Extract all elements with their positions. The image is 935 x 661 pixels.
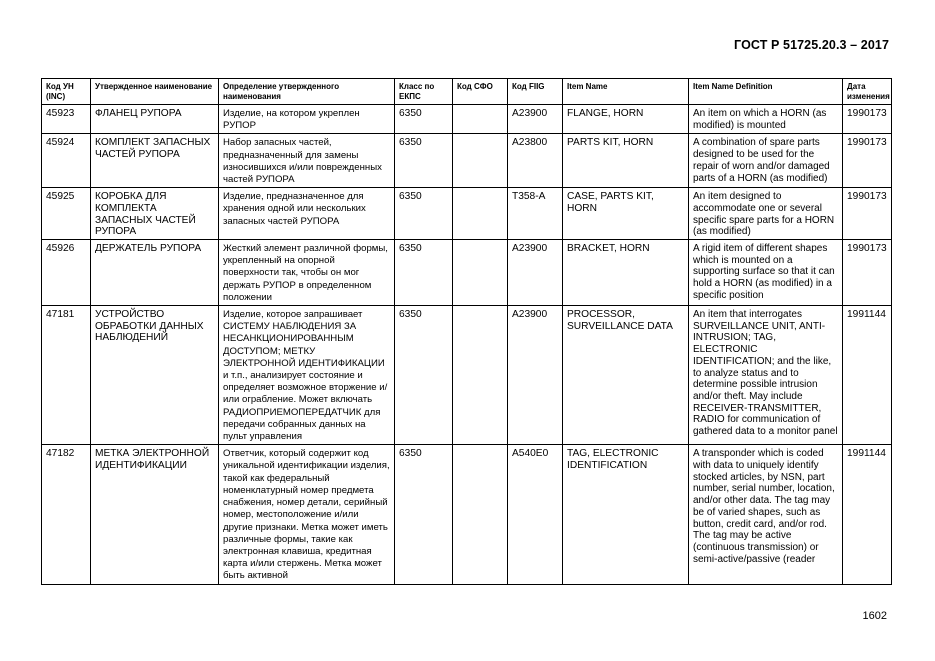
cell-date: 1991144 [843,306,892,445]
cell-definition-en: An item on which a HORN (as modified) is mounted [689,105,843,134]
cell-definition-en: An item that interrogates SURVEILLANCE UNIT, ANTI-INTRUSION; TAG, ELECTRONIC IDENTIFICATION; and the like, to analyze status and to determine possible intrusion and/or theft. May include RECEIVER-TRANSMITTER, RADIO for communication of gathered data to a monitor panel [689,306,843,445]
table-row [42,188,892,240]
col-header-ekps: Класс по ЕКПС [395,79,453,105]
cell-ekps: 6350 [395,240,453,306]
spec-table [41,78,892,585]
cell-definition-en: A combination of spare parts designed to be used for the repair of worn and/or damaged parts of a HORN (as modified) [689,134,843,188]
table-row [42,134,892,188]
cell-code: 45924 [42,134,91,188]
cell-sfo [453,105,508,134]
cell-definition-ru: Изделие, которое запрашивает СИСТЕМУ НАБЛЮДЕНИЯ ЗА НЕСАНКЦИОНИРОВАННЫМ ДОСТУПОМ; МЕТКУ ЭЛЕКТРОННОЙ ИДЕНТИФИКАЦИИ и т.п., анализирует состояние и определяет возможное вторжение и/или ограбление. Может включать РАДИОПРИЕМОПЕРЕДАТЧИК для передачи собранных данных на пульт управления [219,306,395,445]
cell-definition-en: A rigid item of different shapes which is mounted on a supporting surface so that it can hold a HORN (as modified) in a specific position [689,240,843,306]
cell-name-ru: УСТРОЙСТВО ОБРАБОТКИ ДАННЫХ НАБЛЮДЕНИЙ [91,306,219,445]
table-row [42,445,892,584]
col-header-code: Код УН (INC) [42,79,91,105]
cell-fiig: A23900 [508,240,563,306]
cell-fiig: A23800 [508,134,563,188]
cell-ekps: 6350 [395,105,453,134]
col-header-definition-ru: Определение утвержденного наименования [219,79,395,105]
cell-date: 1990173 [843,134,892,188]
cell-ekps: 6350 [395,188,453,240]
cell-date: 1991144 [843,445,892,584]
table-row [42,306,892,445]
table-row [42,240,892,306]
cell-item-name: FLANGE, HORN [563,105,689,134]
cell-date: 1990173 [843,188,892,240]
col-header-date: Дата изменения [843,79,892,105]
cell-code: 45926 [42,240,91,306]
cell-definition-ru: Набор запасных частей, предназначенный для замены износившихся и/или поврежденных частей РУПОРА [219,134,395,188]
page-number: 1602 [862,610,887,622]
cell-sfo [453,240,508,306]
cell-name-ru: ДЕРЖАТЕЛЬ РУПОРА [91,240,219,306]
cell-code: 47181 [42,306,91,445]
cell-fiig: T358-A [508,188,563,240]
cell-sfo [453,188,508,240]
cell-sfo [453,134,508,188]
page-header-standard: ГОСТ Р 51725.20.3 – 2017 [734,38,889,52]
cell-date: 1990173 [843,240,892,306]
table-row [42,105,892,134]
cell-item-name: PARTS KIT, HORN [563,134,689,188]
cell-code: 47182 [42,445,91,584]
cell-definition-en: An item designed to accommodate one or several specific spare parts for a HORN (as modified) [689,188,843,240]
cell-fiig: A23900 [508,306,563,445]
cell-name-ru: МЕТКА ЭЛЕКТРОННОЙ ИДЕНТИФИКАЦИИ [91,445,219,584]
cell-ekps: 6350 [395,445,453,584]
cell-code: 45923 [42,105,91,134]
cell-definition-ru: Изделие, предназначенное для хранения одной или нескольких запасных частей РУПОРА [219,188,395,240]
cell-name-ru: КОМПЛЕКТ ЗАПАСНЫХ ЧАСТЕЙ РУПОРА [91,134,219,188]
table-header-row [42,79,892,105]
cell-definition-ru: Жесткий элемент различной формы, укрепленный на опорной поверхности так, чтобы он мог держать РУПОР в определенном положении [219,240,395,306]
cell-name-ru: ФЛАНЕЦ РУПОРА [91,105,219,134]
cell-definition-ru: Ответчик, который содержит код уникальной идентификации изделия, такой как федеральный номенклатурный номер предмета снабжения, номер детали, серийный номер, местоположение и/или другие признаки. Метка может иметь различные формы, такие как электронная клавиша, кредитная карта и/или стержень. Метка может быть активной [219,445,395,584]
cell-item-name: CASE, PARTS KIT, HORN [563,188,689,240]
cell-fiig: A23900 [508,105,563,134]
cell-code: 45925 [42,188,91,240]
col-header-definition-en: Item Name Definition [689,79,843,105]
cell-sfo [453,306,508,445]
col-header-item-name: Item Name [563,79,689,105]
cell-ekps: 6350 [395,306,453,445]
col-header-name-ru: Утвержденное наименование [91,79,219,105]
col-header-sfo: Код СФО [453,79,508,105]
cell-item-name: TAG, ELECTRONIC IDENTIFICATION [563,445,689,584]
cell-item-name: PROCESSOR, SURVEILLANCE DATA [563,306,689,445]
cell-definition-ru: Изделие, на котором укреплен РУПОР [219,105,395,134]
cell-date: 1990173 [843,105,892,134]
cell-sfo [453,445,508,584]
cell-ekps: 6350 [395,134,453,188]
cell-item-name: BRACKET, HORN [563,240,689,306]
col-header-fiig: Код FIIG [508,79,563,105]
cell-definition-en: A transponder which is coded with data to uniquely identify stocked articles, by NSN, part number, serial number, location, and/or other data. The tag may be of varied shapes, such as button, credit card, and/or rod. The tag may be active (continuous transmission) or semi-active/passive (reader [689,445,843,584]
cell-fiig: A540E0 [508,445,563,584]
cell-name-ru: КОРОБКА ДЛЯ КОМПЛЕКТА ЗАПАСНЫХ ЧАСТЕЙ РУПОРА [91,188,219,240]
